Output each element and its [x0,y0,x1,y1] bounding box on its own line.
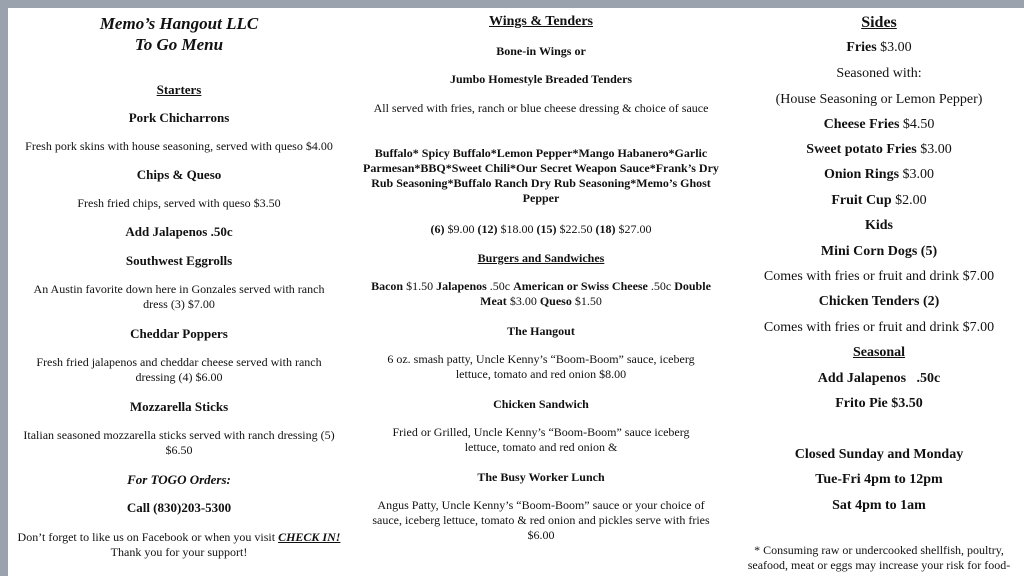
hours-saturday: Sat 4pm to 1am [832,498,926,513]
thank-you-text: Thank you for your support! [110,545,248,559]
bone-in-wings: Bone-in Wings or [496,44,586,58]
busy-worker-desc: Angus Patty, Uncle Kenny’s “Boom-Boom” sauce or your choice of sauce, iceberg lettuce, tomato & red onion and pickles serve with fries $6.00 [372,498,710,542]
seasoned-with: Seasoned with: [836,66,922,81]
addon-bacon: Bacon [371,279,404,293]
price-qty-6: (6) [430,222,445,236]
kids-chicken-tenders-name: Chicken Tenders (2) [818,294,940,309]
kids-heading: Kids [864,218,893,233]
price-6: $9.00 [447,222,475,236]
wings-tenders-heading: Wings & Tenders [489,14,593,29]
onion-rings-name: Onion Rings [823,167,900,182]
sweet-potato-price: $3.00 [920,142,952,157]
fruit-cup-price: $2.00 [895,193,927,208]
onion-rings-item [734,166,1024,183]
fruit-cup-name: Fruit Cup [831,193,892,208]
add-jalapenos-left: Add Jalapenos .50c [125,224,233,239]
menu-page [8,8,1024,576]
pork-chicharrons-desc: Fresh pork skins with house seasoning, served with queso $4.00 [25,139,333,153]
cheddar-poppers-desc: Fresh fried jalapenos and cheddar cheese served with ranch dressing (4) $6.00 [36,355,322,384]
onion-rings-price: $3.00 [902,167,935,182]
chips-queso-desc: Fresh fried chips, served with queso $3.50 [77,196,281,210]
fries-price: $3.00 [880,40,912,55]
check-in-link[interactable]: CHECK IN! [278,530,341,544]
seasoning-options: (House Seasoning or Lemon Pepper) [775,92,983,107]
the-hangout-name: The Hangout [507,324,575,338]
addon-cheese: American or Swiss Cheese [513,279,648,293]
seasonal-heading: Seasonal [852,345,906,360]
southwest-eggrolls-name: Southwest Eggrolls [125,253,233,268]
price-qty-18: (18) [595,222,616,236]
wing-prices [356,222,726,237]
price-12: $18.00 [500,222,534,236]
busy-worker-name: The Busy Worker Lunch [477,470,605,484]
price-15: $22.50 [559,222,593,236]
burgers-heading: Burgers and Sandwiches [477,251,605,265]
chicken-sandwich-name: Chicken Sandwich [493,397,589,411]
food-safety-disclaimer: * Consuming raw or undercooked shellfish, poultry, seafood, meat or eggs may increase your risk for food- [747,543,1011,572]
facebook-note-text: Don’t forget to like us on Facebook or when you visit [17,530,279,544]
addon-queso: Queso [539,294,572,308]
addon-double-meat: Double Meat [480,279,711,308]
frito-pie: Frito Pie $3.50 [835,396,923,411]
facebook-note [14,530,344,560]
cheese-fries-price: $4.50 [902,117,935,132]
jumbo-tenders: Jumbo Homestyle Breaded Tenders [449,72,633,86]
price-18: $27.00 [618,222,652,236]
mozzarella-sticks-desc: Italian seasoned mozzarella sticks served with ranch dressing (5) $6.50 [23,428,335,457]
menu-title-line2: To Go Menu [134,35,224,54]
cheddar-poppers-name: Cheddar Poppers [130,326,228,341]
southwest-eggrolls-desc: An Austin favorite down here in Gonzales served with ranch dress (3) $7.00 [33,282,325,311]
addon-double-meat-price: $3.00 [509,294,537,308]
menu-title-line1: Memo’s Hangout LLC [99,14,259,33]
the-hangout-desc: 6 oz. smash patty, Uncle Kenny’s “Boom-Boom” sauce, iceberg lettuce, tomato and red onion $8.00 [387,352,695,381]
phone-number: Call (830)203-5300 [126,500,232,515]
addon-jalapenos: Jalapenos [436,279,487,293]
price-qty-12: (12) [477,222,498,236]
fries-item [734,39,1024,56]
wing-sauces: Buffalo* Spicy Buffalo*Lemon Pepper*Mango Habanero*Garlic Parmesan*BBQ*Sweet Chili*Our Secret Weapon Sauce*Frank’s Dry Rub Seasoning*Buffalo Ranch Dry Rub Seasoning*Memo’s Ghost Pepper [363,146,719,205]
togo-orders-label: For TOGO Orders: [127,472,231,487]
starters-heading: Starters [156,82,202,97]
kids-chicken-tenders-desc: Comes with fries or fruit and drink $7.00 [763,320,995,335]
closed-days: Closed Sunday and Monday [794,447,964,462]
mini-corn-dogs-name: Mini Corn Dogs (5) [820,244,938,259]
mozzarella-sticks-name: Mozzarella Sticks [129,399,229,414]
addon-jalapenos-price: .50c [489,279,511,293]
add-jalapenos-right: Add Jalapenos .50c [817,371,941,386]
addon-cheese-price: .50c [650,279,672,293]
sweet-potato-item [734,141,1024,158]
sweet-potato-name: Sweet potato Fries [806,142,917,157]
addon-queso-price: $1.50 [574,294,602,308]
fries-name: Fries [846,40,877,55]
cheese-fries-name: Cheese Fries [823,117,900,132]
mini-corn-dogs-desc: Comes with fries or fruit and drink $7.00 [763,269,995,284]
addon-bacon-price: $1.50 [406,279,434,293]
wings-served-with: All served with fries, ranch or blue cheese dressing & choice of sauce [373,101,709,115]
sides-heading: Sides [861,14,897,31]
chips-queso-name: Chips & Queso [136,167,222,182]
pork-chicharrons-name: Pork Chicharrons [128,110,230,125]
burger-addons [370,279,712,309]
price-qty-15: (15) [536,222,557,236]
cheese-fries-item [734,116,1024,133]
chicken-sandwich-desc: Fried or Grilled, Uncle Kenny’s “Boom-Boom” sauce iceberg lettuce, tomato and red onion & [392,425,690,454]
hours-weekday: Tue-Fri 4pm to 12pm [815,472,943,487]
fruit-cup-item [734,192,1024,209]
